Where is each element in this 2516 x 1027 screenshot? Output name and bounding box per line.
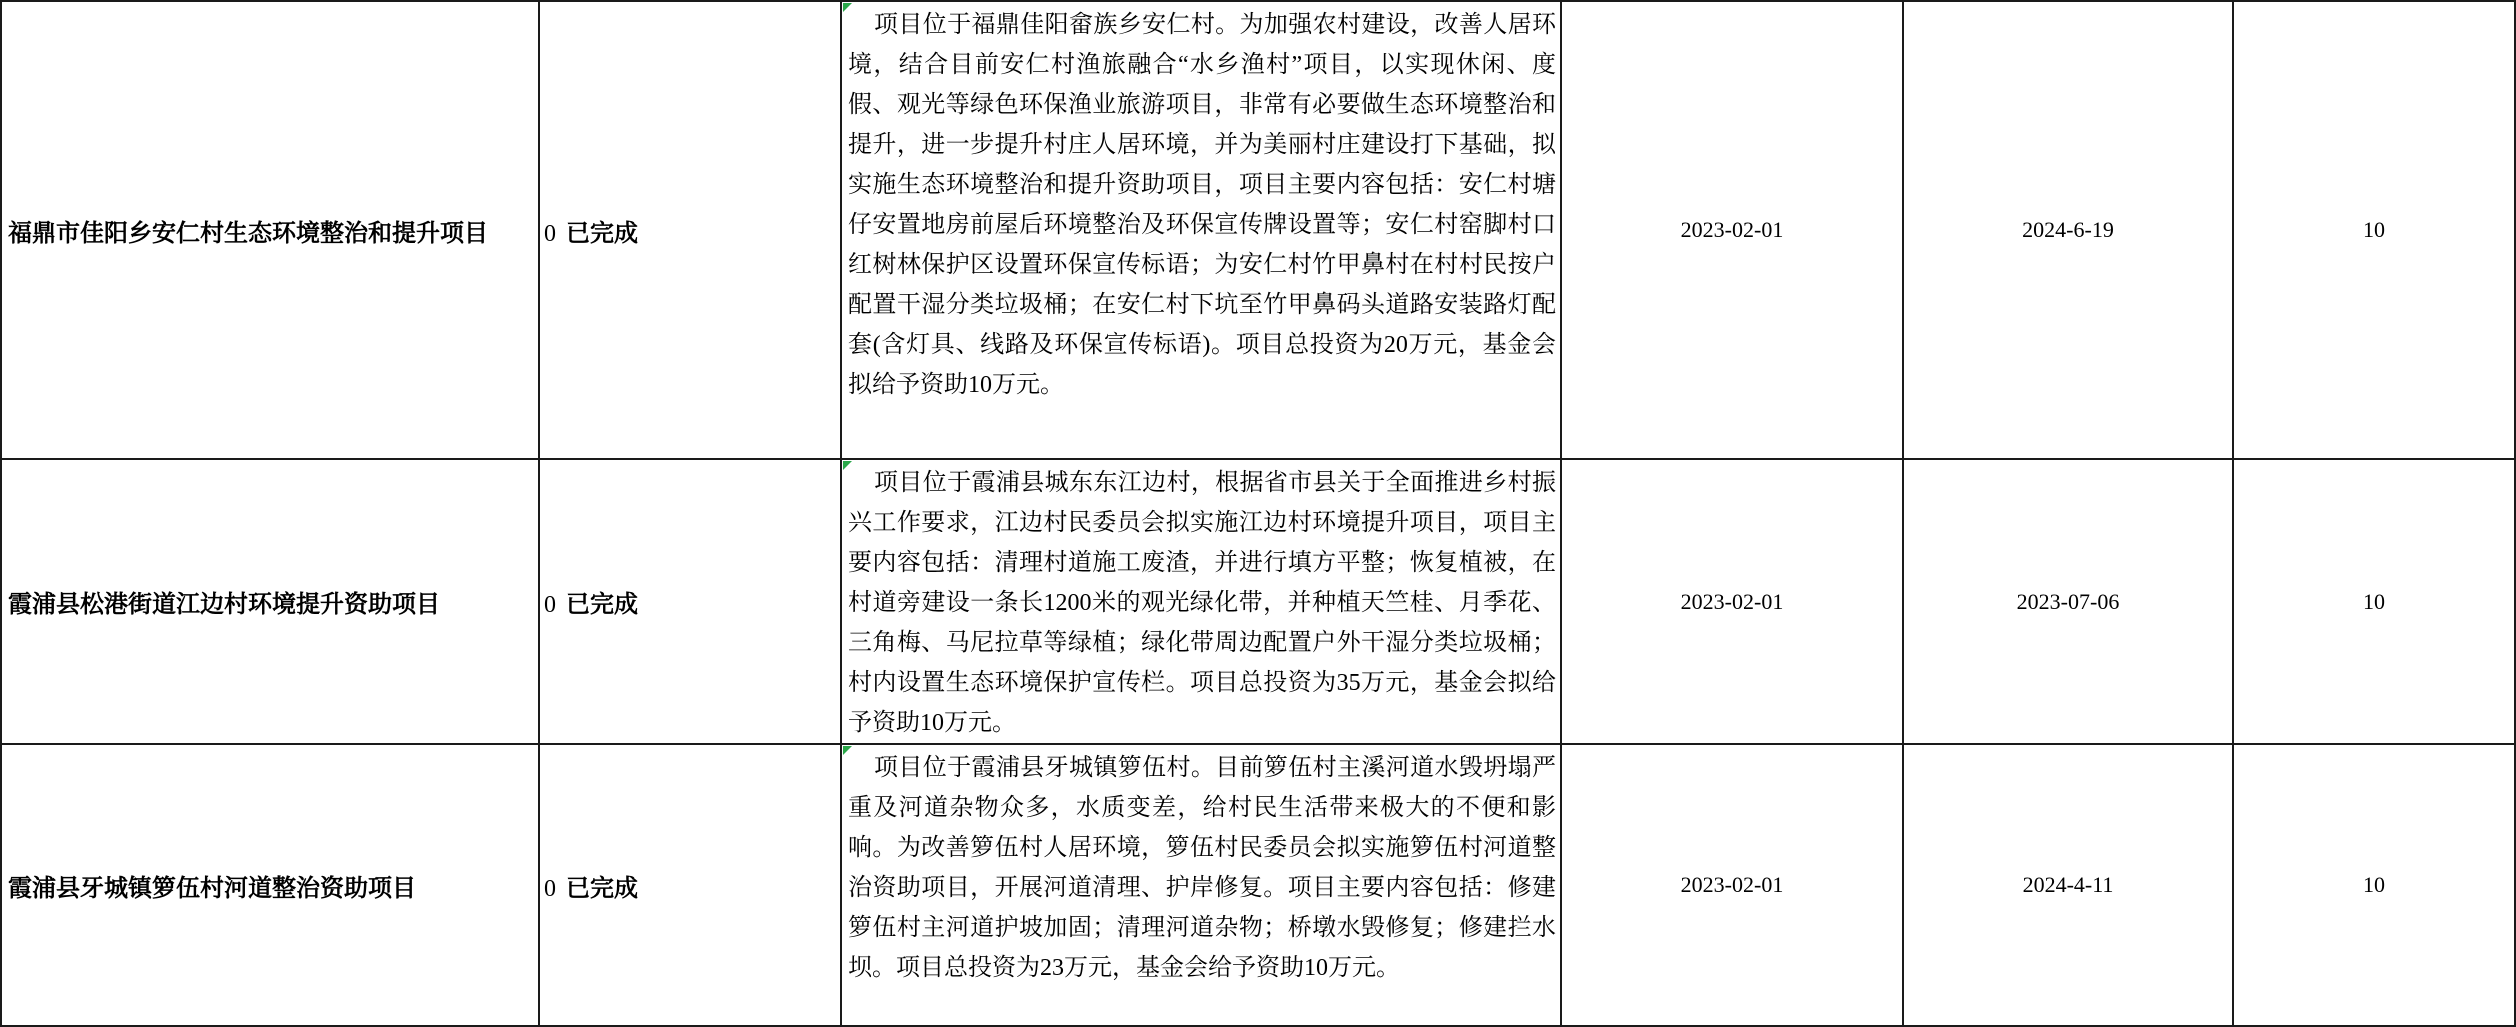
project-name-cell[interactable] [1,459,539,744]
status-code: 0 [544,875,556,902]
project-description: 项目位于霞浦县城东东江边村，根据省市县关于全面推进乡村振兴工作要求，江边村民委员会拟实施江边村环境提升项目，项目主要内容包括：清理村道施工废渣，并进行填方平整；恢复植被，在村道旁建设一条长1200米的观光绿化带，并种植天竺桂、月季花、三角梅、马尼拉草等绿植；绿化带周边配置户外干湿分类垃圾桶；村内设置生态环境保护宣传栏。项目总投资为35万元，基金会拟给予资助10万元。 [848,470,1556,736]
start-date: 2023-02-01 [1680,872,1784,897]
status-cell[interactable] [539,459,841,744]
table-row[interactable] [1,459,2515,744]
end-date: 2024-6-19 [2022,217,2114,242]
amount: 10 [2363,217,2385,242]
status-cell[interactable] [539,1,841,459]
status-text: 已完成 [566,220,638,247]
end-date-cell[interactable] [1903,1,2233,459]
project-description: 项目位于福鼎佳阳畲族乡安仁村。为加强农村建设，改善人居环境，结合目前安仁村渔旅融合“水乡渔村”项目，以实现休闲、度假、观光等绿色环保渔业旅游项目，非常有必要做生态环境整治和提升，进一步提升村庄人居环境，并为美丽村庄建设打下基础，拟实施生态环境整治和提升资助项目，项目主要内容包括：安仁村塘仔安置地房前屋后环境整治及环保宣传牌设置等；安仁村窑脚村口红树林保护区设置环保宣传标语；为安仁村竹甲鼻村在村村民按户配置干湿分类垃圾桶；在安仁村下坑至竹甲鼻码头道路安装路灯配套(含灯具、线路及环保宣传标语)。项目总投资为20万元，基金会拟给予资助10万元。 [848,12,1556,398]
comment-indicator-icon [843,461,852,470]
status-text: 已完成 [566,592,638,618]
amount: 10 [2363,872,2385,897]
status-code: 0 [544,220,556,247]
amount-cell[interactable] [2233,459,2515,744]
amount-cell[interactable] [2233,744,2515,1026]
status-code: 0 [544,592,556,618]
table-row[interactable] [1,1,2515,459]
table-row[interactable] [1,744,2515,1026]
start-date-cell[interactable] [1561,744,1903,1026]
project-name-cell[interactable] [1,1,539,459]
project-name: 霞浦县松港街道江边村环境提升资助项目 [8,592,440,618]
end-date-cell[interactable] [1903,744,2233,1026]
status-text: 已完成 [566,875,638,902]
description-cell[interactable] [841,459,1561,744]
end-date-cell[interactable] [1903,459,2233,744]
end-date: 2024-4-11 [2022,872,2114,897]
start-date-cell[interactable] [1561,459,1903,744]
project-name: 霞浦县牙城镇箩伍村河道整治资助项目 [8,875,416,902]
end-date: 2023-07-06 [2016,588,2120,614]
project-name: 福鼎市佳阳乡安仁村生态环境整治和提升项目 [8,220,488,247]
description-cell[interactable] [841,1,1561,459]
status-cell[interactable] [539,744,841,1026]
amount: 10 [2363,588,2385,614]
start-date-cell[interactable] [1561,1,1903,459]
project-description: 项目位于霞浦县牙城镇箩伍村。目前箩伍村主溪河道水毁坍塌严重及河道杂物众多，水质变差，给村民生活带来极大的不便和影响。为改善箩伍村人居环境，箩伍村民委员会拟实施箩伍村河道整治资助项目，开展河道清理、护岸修复。项目主要内容包括：修建箩伍村主河道护坡加固；清理河道杂物；桥墩水毁修复；修建拦水坝。项目总投资为23万元，基金会给予资助10万元。 [848,755,1556,981]
comment-indicator-icon [843,746,852,755]
amount-cell[interactable] [2233,1,2515,459]
project-name-cell[interactable] [1,744,539,1026]
start-date: 2023-02-01 [1680,588,1784,614]
comment-indicator-icon [843,3,852,12]
description-cell[interactable] [841,744,1561,1026]
start-date: 2023-02-01 [1680,217,1784,242]
